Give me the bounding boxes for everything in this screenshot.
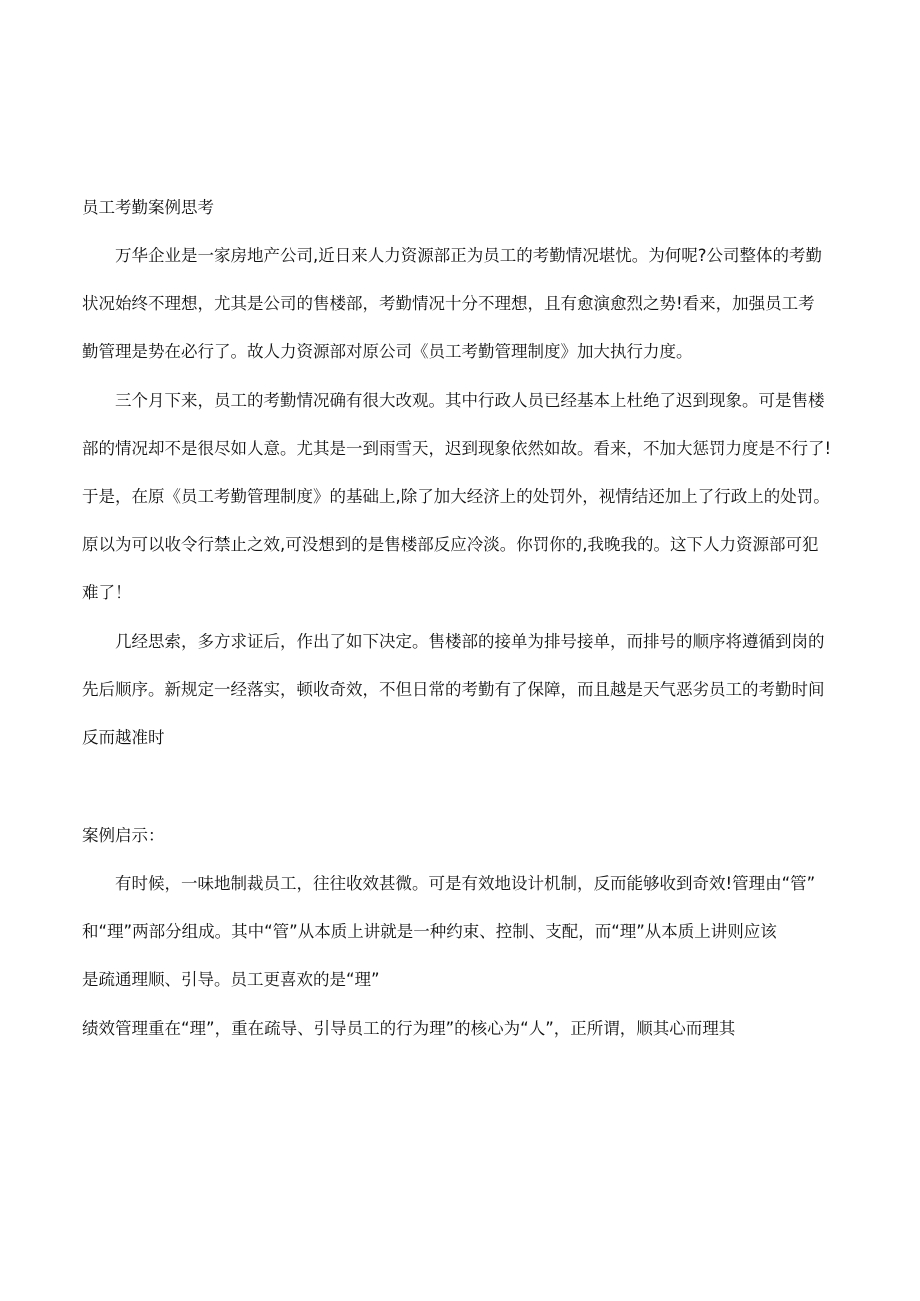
insight-paragraph-line-3: 是疏通理顺、引导。员工更喜欢的是“理” <box>82 970 380 989</box>
case-paragraph-1-line-3: 勤管理是势在必行了。故人力资源部对原公司《员工考勤管理制度》加大执行力度。 <box>82 342 693 361</box>
case-paragraph-1-line-1: 万华企业是一家房地产公司,近日来人力资源部正为员工的考勤情况堪忧。为何呢?公司整体的考勤 <box>115 246 823 265</box>
case-paragraph-2-line-4: 原以为可以收令行禁止之效,可没想到的是售楼部反应冷淡。你罚你的,我晚我的。这下人力资源部可犯 <box>82 535 819 554</box>
document-title: 员工考勤案例思考 <box>82 198 214 217</box>
insight-heading: 案例启示： <box>82 826 165 845</box>
case-paragraph-2-line-3: 于是，在原《员工考勤管理制度》的基础上,除了加大经济上的处罚外，视情结还加上了行政上的处罚。 <box>82 487 830 506</box>
case-paragraph-3-line-1: 几经思索，多方求证后，作出了如下决定。售楼部的接单为排号接单，而排号的顺序将遵循到岗的 <box>115 632 825 651</box>
case-paragraph-3-line-2: 先后顺序。新规定一经落实，顿收奇效，不但日常的考勤有了保障，而且越是天气恶劣员工的考勤时间 <box>82 680 825 699</box>
case-paragraph-1-line-2: 状况始终不理想，尤其是公司的售楼部，考勤情况十分不理想，且有愈演愈烈之势!看来，加强员工考 <box>82 294 815 313</box>
closing-line: 绩效管理重在“理”，重在疏导、引导员工的行为理”的核心为“人”，正所谓，顺其心而理其 <box>82 1019 736 1038</box>
insight-paragraph-line-1: 有时候，一味地制裁员工，往往收效甚微。可是有效地设计机制，反而能够收到奇效!管理由“管” <box>115 874 816 893</box>
case-paragraph-2-line-2: 部的情况却不是很尽如人意。尤其是一到雨雪天，迟到现象依然如故。看来，不加大惩罚力度是不行了! <box>82 439 832 458</box>
case-paragraph-2-line-5: 难了！ <box>82 583 132 602</box>
insight-paragraph-line-2: 和“理”两部分组成。其中“管”从本质上讲就是一种约束、控制、支配，而“理”从本质上讲则应该 <box>82 922 777 941</box>
case-paragraph-3-line-3: 反而越准时 <box>82 728 165 747</box>
case-paragraph-2-line-1: 三个月下来，员工的考勤情况确有很大改观。其中行政人员已经基本上杜绝了迟到现象。可是售楼 <box>115 391 825 410</box>
